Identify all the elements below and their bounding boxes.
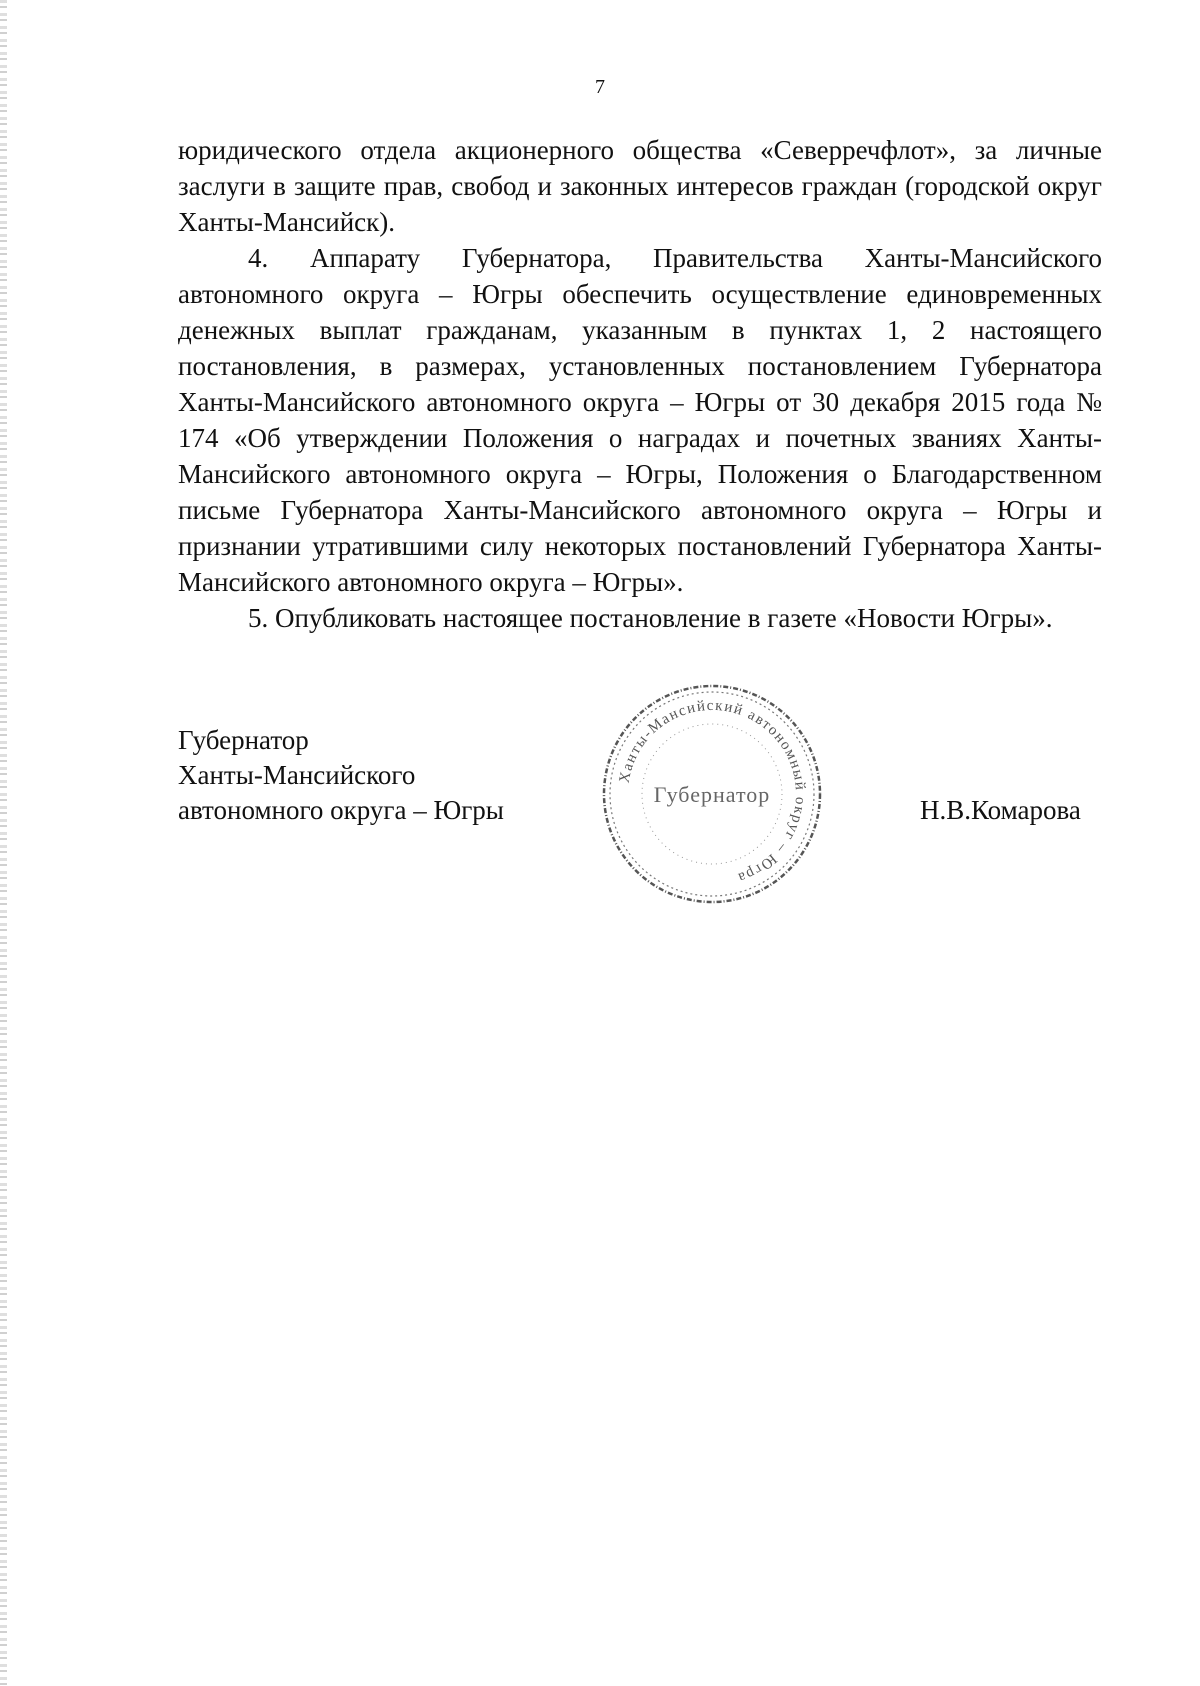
official-seal-stamp (598, 680, 826, 908)
page-number: 7 (595, 76, 605, 98)
signature-title-line: Ханты-Мансийского (178, 760, 416, 790)
signature-title-block (178, 723, 504, 828)
document-body (178, 132, 1102, 636)
seal-center-text: Губернатор (653, 782, 771, 807)
seal-ring-text: Ханты-Мансийский автономный округ – Югра (616, 697, 809, 886)
paragraph-item-5: 5. Опубликовать настоящее постановление в газете «Новости Югры». (248, 603, 1053, 633)
signer-name: Н.В.Комарова (920, 795, 1081, 825)
scan-edge-artifact (0, 0, 7, 1686)
paragraph-item-4: 4. Аппарату Губернатора, Правительства Ханты-Мансийского автономного округа – Югры обеспечить осуществление единовременных денежных выплат гражданам, указанным в пунктах 1, 2 настоящего постановления, в размерах, установленных постановлением Губернатора Ханты-Мансийского автономного округа – Югры от 30 декабря 2015 года № 174 «Об утверждении Положения о наградах и почетных званиях Ханты-Мансийского автономного округа – Югры, Положения о Благодарственном письме Губернатора Ханты-Мансийского автономного округа – Югры и признании утратившими силу некоторых постановлений Губернатора Ханты-Мансийского автономного округа – Югры». (178, 243, 1102, 597)
signature-title-line: Губернатор (178, 725, 309, 755)
signature-title-line: автономного округа – Югры (178, 795, 504, 825)
paragraph-continuation: юридического отдела акционерного общества «Северречфлот», за личные заслуги в защите прав, свобод и законных интересов граждан (городской округ Ханты-Мансийск). (178, 135, 1102, 237)
